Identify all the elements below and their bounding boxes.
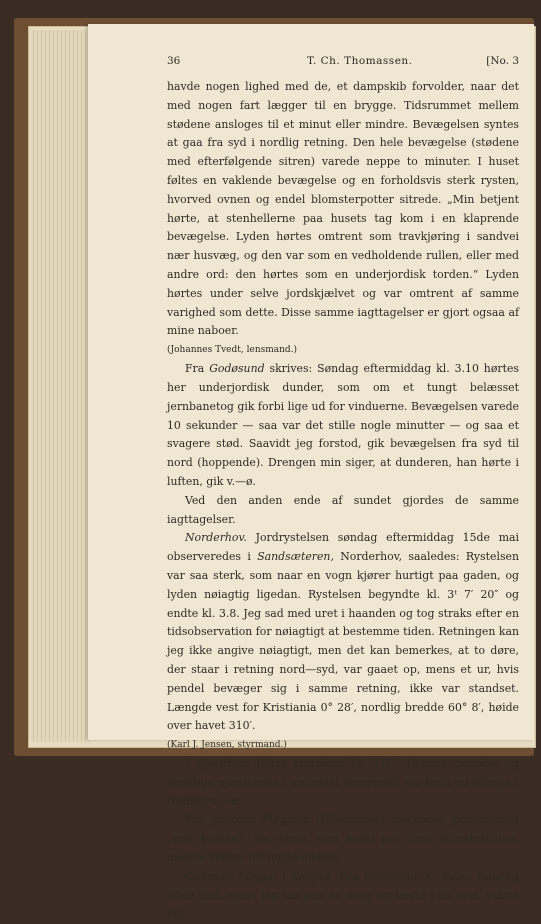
running-title: T. Ch. Thomassen. <box>307 55 413 67</box>
running-header <box>167 52 519 72</box>
page-number: 36 <box>167 55 181 67</box>
paragraph: I Gjerdrum føltes rystelsen kl. 3.37. Dørene rystede, og samtlige gjenstande i værelset bevægede sig frem og tilbage i retning s.—n. <box>167 757 520 808</box>
paragraph: Gaarden Mogen i Væglid. Fra lensmand K. Valle: Søndag 15de mai, mens jeg laa paa en seng og læste i en avis, vidste jeg <box>167 869 519 921</box>
page-content <box>167 52 519 924</box>
page-edges <box>30 30 90 742</box>
paragraph: Norderhov. Jordrystelsen søndag eftermiddag 15de mai observeredes i Sandsæteren, Norderhov, saaledes: Rystelsen var saa sterk, som naar en vogn kjører hurtigt paa gaden, og lyden nøiagtig ligedan. Rystelsen begyndte kl. 3ᵗ 7′ 20″ og endte kl. 3.8. Jeg sad med uret i haanden og tog straks efter en tidsobservation for nøiagtigt at bestemme tiden. Retningen kan jeg ikke angive nøiagtigt, men det kan bemerkes, at to døre, der staar i retning nord—syd, var gaaet op, mens et ur, hvis pendel bevæger sig i samme retning, ikke var standset. Længde vest for Kristiania 0° 28′, nordlig bredde 60° 8′, høide over havet 310′. <box>167 531 519 733</box>
paragraph: havde nogen lighed med de, et dampskib forvolder, naar det med nogen fart lægger til en brygge. Tidsrummet mellem stødene ansloges til et minut eller mindre. Bevægelsen syntes at gaa fra syd i nordlig retning. Den hele bevægelse (stødene med efterfølgende sitren) varede neppe to minuter. I huset føltes en vaklende bevægelse og en forholdsvis sterk rysten, hvorved ovnen og endel blomsterpotter sitrede. „Min betjent hørte, at stenhellerne paa husets tag kom i en klaprende bevægelse. Lyden hørtes omtrent som travkjøring i sandvei nær husvæg, og den var som en vedholdende rullen, eller med andre ord: den hørtes som en underjordisk torden.“ Lyden hørtes under selve jordskjælvet og var omtrent af samme varighed som dette. Disse samme iagttagelser er gjort ogsaa af mine naboer. <box>167 80 519 338</box>
place-name: Mogen <box>238 869 277 883</box>
paragraph: Paa gaarden Pløgstad (Ullensaker) merkedes jordskjælvet „ved 4-tiden“. En dame, som holdt paa med brevskrivning, maatte stanse for nogle øieblik. <box>167 813 519 865</box>
signature: (Karl J. Jensen, styrmand.) <box>167 740 287 751</box>
place-name: Sandsæteren, <box>257 550 334 564</box>
paragraph: Ved den anden ende af sundet gjordes de samme iagttagelser. <box>167 493 519 526</box>
issue-number: [No. 3 <box>486 55 519 67</box>
place-name: Godøsund <box>209 362 265 376</box>
paragraph: Fra Godøsund skrives: Søndag eftermiddag kl. 3.10 hørtes her underjordisk dunder, som om et tungt belæsset jernbanetog gik forbi lige ud for vinduerne. Bevægelsen varede 10 sekunder — saa var det stille nogle minutter — og saa et svagere stød. Saavidt jeg forstod, gik bevægelsen fra syd til nord (hoppende). Drengen min siger, at dunderen, han hørte i luften, gik v.—ø. <box>167 362 519 488</box>
place-name: Gjerdrum <box>196 757 250 771</box>
place-name: Pløgstad <box>262 813 311 827</box>
signature: (Johannes Tvedt, lensmand.) <box>167 345 298 356</box>
body-text <box>167 78 519 924</box>
place-name: Norderhov. <box>185 531 247 545</box>
